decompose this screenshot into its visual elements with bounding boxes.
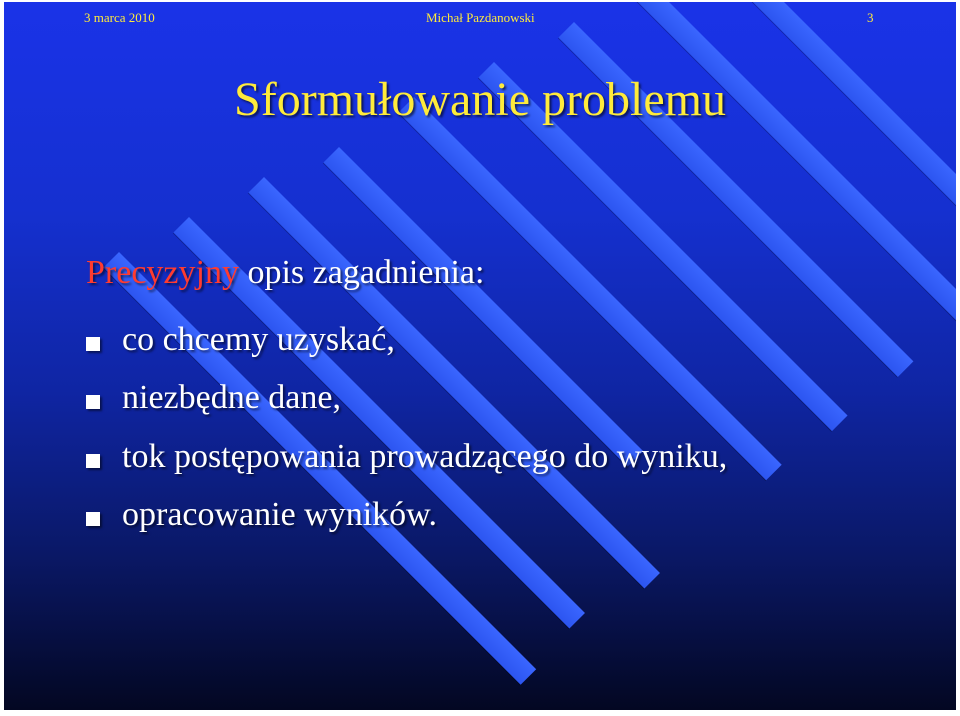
header-page-number: 3 bbox=[867, 10, 874, 25]
bullet-list bbox=[86, 320, 727, 553]
square-bullet-icon bbox=[86, 395, 100, 409]
intro-line bbox=[86, 254, 484, 292]
square-bullet-icon bbox=[86, 454, 100, 468]
bullet-item bbox=[86, 437, 727, 495]
header-author: Michał Pazdanowski bbox=[426, 10, 535, 25]
bullet-item bbox=[86, 495, 727, 553]
bullet-text: tok postępowania prowadzącego do wyniku, bbox=[122, 437, 728, 475]
bullet-text: niezbędne dane, bbox=[122, 379, 341, 417]
bullet-item bbox=[86, 378, 727, 436]
bullet-item bbox=[86, 320, 727, 378]
slide-title: Sformułowanie problemu bbox=[234, 73, 726, 126]
decorative-stripe bbox=[708, 2, 956, 269]
square-bullet-icon bbox=[86, 337, 100, 351]
square-bullet-icon bbox=[86, 512, 100, 526]
intro-rest: opis zagadnienia: bbox=[238, 254, 485, 291]
bullet-text: opracowanie wyników. bbox=[122, 495, 438, 533]
bullet-text: co chcemy uzyskać, bbox=[122, 321, 395, 358]
header-date: 3 marca 2010 bbox=[84, 10, 155, 25]
intro-highlight: Precyzyjny bbox=[86, 254, 239, 291]
